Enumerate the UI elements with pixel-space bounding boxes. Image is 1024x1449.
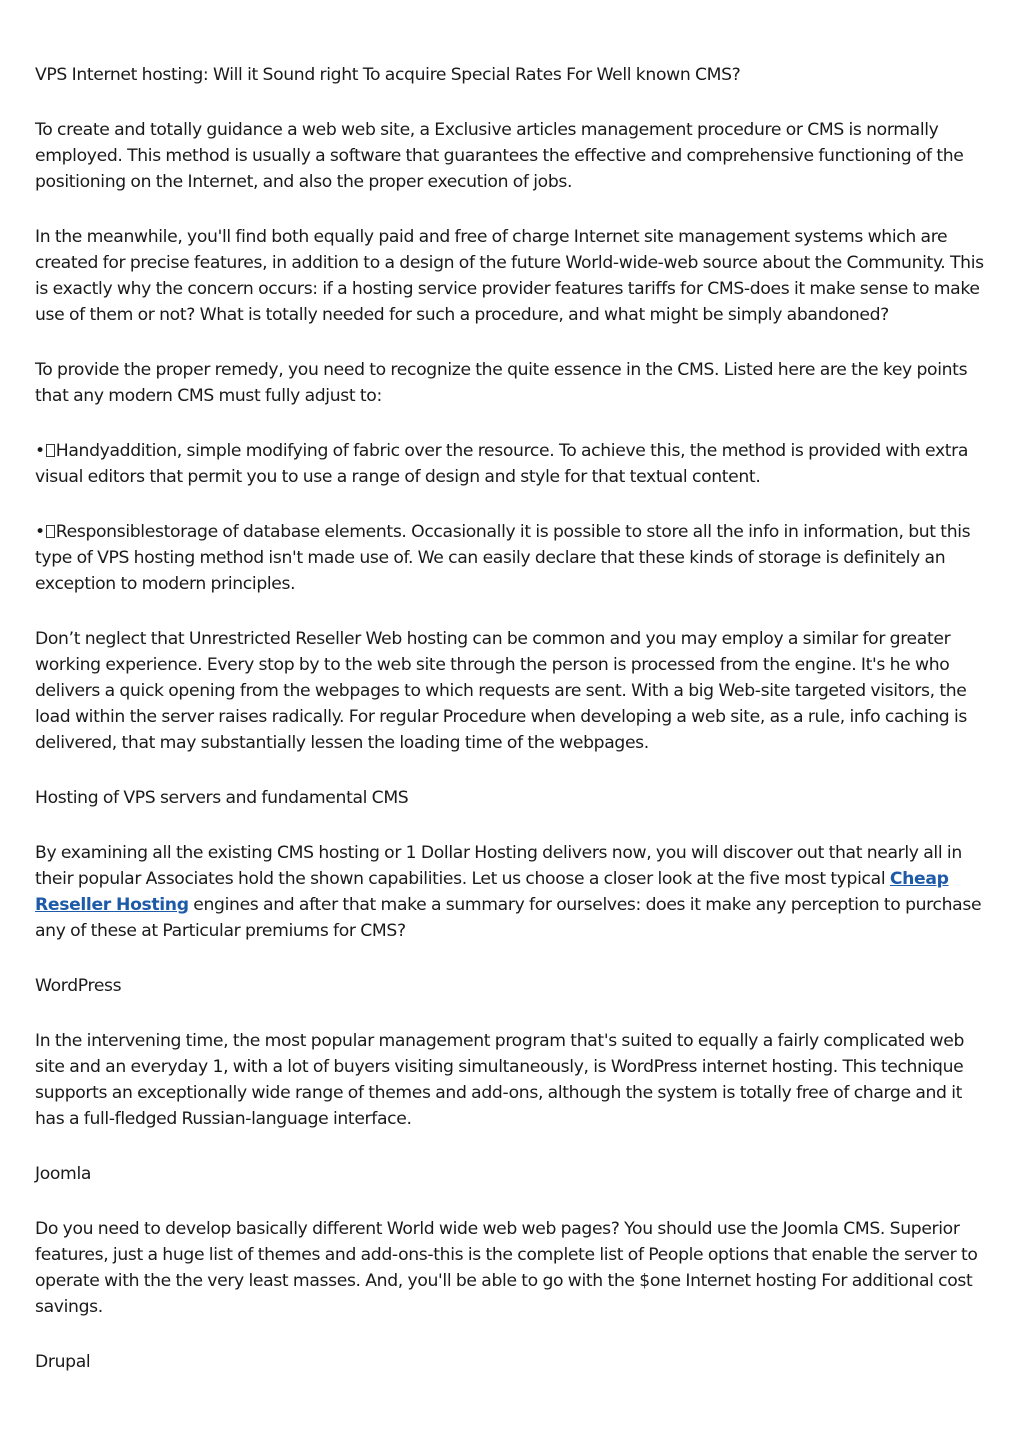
page-title: VPS Internet hosting: Will it Sound right To acquire Special Rates For Well known CMS?	[35, 65, 741, 85]
bullet-lead-word: Handy	[55, 441, 110, 461]
section-heading-wordpress: WordPress	[35, 976, 122, 996]
document-body	[35, 62, 995, 1404]
section-heading-drupal: Drupal	[35, 1352, 91, 1372]
paragraph-examining	[35, 840, 995, 944]
section-heading-vps: Hosting of VPS servers and fundamental CMS	[35, 788, 409, 808]
paragraph-joomla: Do you need to develop basically different World wide web web pages? You should use the Joomla CMS. Superior features, just a huge list of themes and add-ons-this is the complete list of People options that enable the server to operate with the the very least masses. And, you'll be able to go with the $one Internet hosting For additional cost savings.	[35, 1219, 978, 1317]
paragraph-reseller: Don’t neglect that Unrestricted Reseller Web hosting can be common and you may employ a similar for greater working experience. Every stop by to the web site through the person is processed from the engine. It's he who delivers a quick opening from the webpages to which requests are sent. With a big Web-site targeted visitors, the load within the server raises radically. For regular Procedure when developing a web site, as a rule, info caching is delivered, that may substantially lessen the loading time of the webpages.	[35, 629, 968, 753]
paragraph-intro: To create and totally guidance a web web site, a Exclusive articles management procedure or CMS is normally employed. This method is usually a software that guarantees the effective and comprehensive functioning of the positioning on the Internet, and also the proper execution of jobs.	[35, 120, 964, 192]
cheap-reseller-hosting-link[interactable]: Cheap Reseller Hosting	[35, 869, 949, 915]
bullet-lead-word: Responsible	[55, 522, 155, 542]
bullet-item-responsible	[35, 519, 995, 597]
section-heading-joomla: Joomla	[35, 1164, 92, 1184]
bullet-text: addition, simple modifying of fabric over the resource. To achieve this, the method is provided with extra visual editors that permit you to use a range of design and style for that textual content.	[35, 441, 969, 487]
paragraph-text: engines and after that make a summary for ourselves: does it make any perception to purchase any of these at Particular premiums for CMS?	[35, 895, 982, 941]
bullet-glyph: •	[35, 522, 45, 542]
missing-glyph-icon	[46, 525, 55, 538]
paragraph-text: By examining all the existing CMS hosting or 1 Dollar Hosting delivers now, you will discover out that nearly all in their popular Associates hold the shown capabilities. Let us choose a closer look at the five most typical	[35, 843, 962, 889]
paragraph-cms-types: In the meanwhile, you'll find both equally paid and free of charge Internet site management systems which are created for precise features, in addition to a design of the future World-wide-web source about the Community. This is exactly why the concern occurs: if a hosting service provider features tariffs for CMS-does it make sense to make use of them or not? What is totally needed for such a procedure, and what might be simply abandoned?	[35, 227, 984, 325]
bullet-text: storage of database elements. Occasionally it is possible to store all the info in information, but this type of VPS hosting method isn't made use of. We can easily declare that these kinds of storage is definitely an exception to modern principles.	[35, 522, 971, 594]
bullet-glyph: •	[35, 441, 45, 461]
bullet-item-handy	[35, 438, 995, 490]
paragraph-key-points: To provide the proper remedy, you need to recognize the quite essence in the CMS. Listed here are the key points that any modern CMS must fully adjust to:	[35, 360, 968, 406]
missing-glyph-icon	[46, 444, 55, 457]
paragraph-wordpress: In the intervening time, the most popular management program that's suited to equally a fairly complicated web site and an everyday 1, with a lot of buyers visiting simultaneously, is WordPress internet hosting. This technique supports an exceptionally wide range of themes and add-ons, although the system is totally free of charge and it has a full-fledged Russian-language interface.	[35, 1031, 965, 1129]
